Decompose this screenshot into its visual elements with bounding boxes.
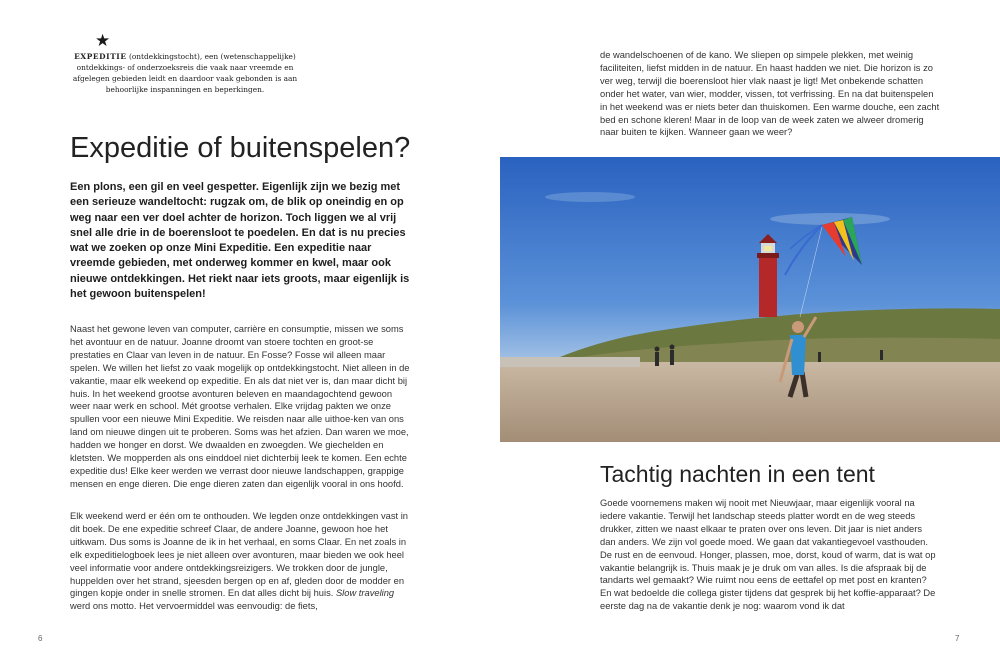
photo-illustration [500, 157, 1000, 442]
beach-sand [500, 362, 1000, 442]
page-title: Expeditie of buitenspelen? [70, 132, 411, 164]
definition-term: EXPEDITIE [74, 52, 127, 61]
shoreline [500, 357, 640, 367]
star-icon: ★ [95, 31, 111, 51]
body-paragraph-1 [70, 323, 410, 491]
section-title: Tachtig nachten in een tent [600, 461, 875, 487]
intro-paragraph: Een plons, een gil en veel gespetter. Eigenlijk zijn we bezig met een serieuze wandeltocht: rugzak om, de blik op oneindig en op weg naar een ver doel achter de horizon. Toch liggen we al vrij snel alle drie in de boerensloot te poedelen. En dat is nu precies wat we zoeken op onze Mini Expeditie. Een expeditie naar vreemde gebieden, met onderweg kommer en kwel, maar ook nieuwe ontdekkingen. Het riekt naar iets groots, maar eigenlijk is het gewoon buitenspelen! [70, 181, 410, 301]
italic-phrase: Slow traveling [335, 588, 395, 599]
page-number-right: 7 [955, 634, 960, 643]
definition-text: (ontdekkingstocht), een (wetenschappelijke) ontdekkings- of onderzoeksreis die vaak naar vreemde en afgelegen gebieden leidt en daardoor vaak gebonden is aan behoorlijke inspanningen en beperkingen. [72, 52, 298, 94]
body-paragraph-4 [600, 497, 940, 613]
body-paragraph-3 [600, 49, 940, 139]
definition-box [70, 51, 300, 95]
paragraph-text-end: werd ons motto. Het vervoermiddel was eenvoudig: de fiets, [70, 601, 318, 612]
paragraph-text: Naast het gewone leven van computer, carrière en consumptie, missen we soms het avontuur en de natuur. Joanne droomt van stoere tochten en groot-se prestaties en Claar van leven in de natuur. En Fosse? Fosse wil alleen maar spelen. We willen het liefst zo vaak mogelijk op ontdekkingstocht. Niet alleen in de vakantie, maar elk weekend op expeditie. En als dat niet ver is, dan maar dicht bij huis. In het weekend grootse avonturen beleven en maandagochtend gewoon weer naar werk en school. Mét grootse verhalen. Elke vrijdag pakten we onze spullen voor een nieuwe Mini Expeditie. We reisden naar alle uithoe-ken van ons land om nieuwe dingen uit te proberen. Soms was het afzien. Dan waren we moe, hadden we honger en dorst. We dwaalden en zwoegden. We giechelden en kletsten. We mopperden als ons einddoel niet dichterbij leek te komen. Een echte expeditie dus! Elke keer werden we verrast door nieuwe landschappen, grappige mensen en enge dieren. Die enge dieren zaten dan eigenlijk vooral in ons hoofd. [70, 324, 410, 489]
cloud [545, 192, 635, 202]
page-number-left: 6 [38, 634, 43, 643]
body-paragraph-2 [70, 510, 410, 613]
paragraph-text [70, 510, 410, 613]
paragraph-text: Goede voornemens maken wij nooit met Nieuwjaar, maar eigenlijk vooral na iedere vakantie. Terwijl het landschap steeds platter wordt en de weg steeds drukker, zitten we naast elkaar te praten over ons leven. Dit jaar is niet anders dan anders. We zijn vol goede moed. We gaan dat vakantiegevoel vasthouden. De rust en de eenvoud. Honger, plassen, moe, dorst, koud of warm, dat is wat op vakantie belangrijk is. Thuis maak je je druk om van alles. Is die afspraak bij de tandarts wel gemaakt? Wie ruimt nou eens de eettafel op met post en kranten? En wat bedoelde die collega gister tijdens dat gesprek bij het koffie-apparaat? De eerste dag na de vakantie denk je nog: waarom vond ik dat [600, 498, 936, 612]
paragraph-text-start: Elk weekend werd er één om te onthouden. We legden onze ontdekkingen vast in dit boek. De ene expeditie schreef Claar, de andere Joanne, gewoon hoe het uitkwam. Dus soms is Joanne de ik in het verhaal, en soms Claar. En net zoals in elk expeditielogboek lees je niet alleen over avonturen, maar bieden we ook heel veel informatie voor andere ontdekkingsreizigers. We trokken door de jungle, huppelden over het strand, sjeesden bergen op en af, gleden door de modder en gingen kopje onder in snelle stromen. En dat alles dicht bij huis. [70, 511, 408, 599]
paragraph-text: de wandelschoenen of de kano. We sliepen op simpele plekken, met weinig faciliteiten, liefst midden in de natuur. En haast hadden we niet. Die horizon is zo ver weg, terwijl die boerensloot hier vlak naast je ligt! Met onbekende schatten onder het water, van wier, modder, vissen, tot verfrissing. En na dat buitenspelen in het weekend was er niets beter dan thuiskomen. Een warme douche, een zacht bed en schone kleren! Maar in de loop van de week zaten we alweer dromerig naar buiten te kijken. Wanneer gaan we weer? [600, 50, 940, 138]
beach-kite-photo [500, 157, 1000, 442]
